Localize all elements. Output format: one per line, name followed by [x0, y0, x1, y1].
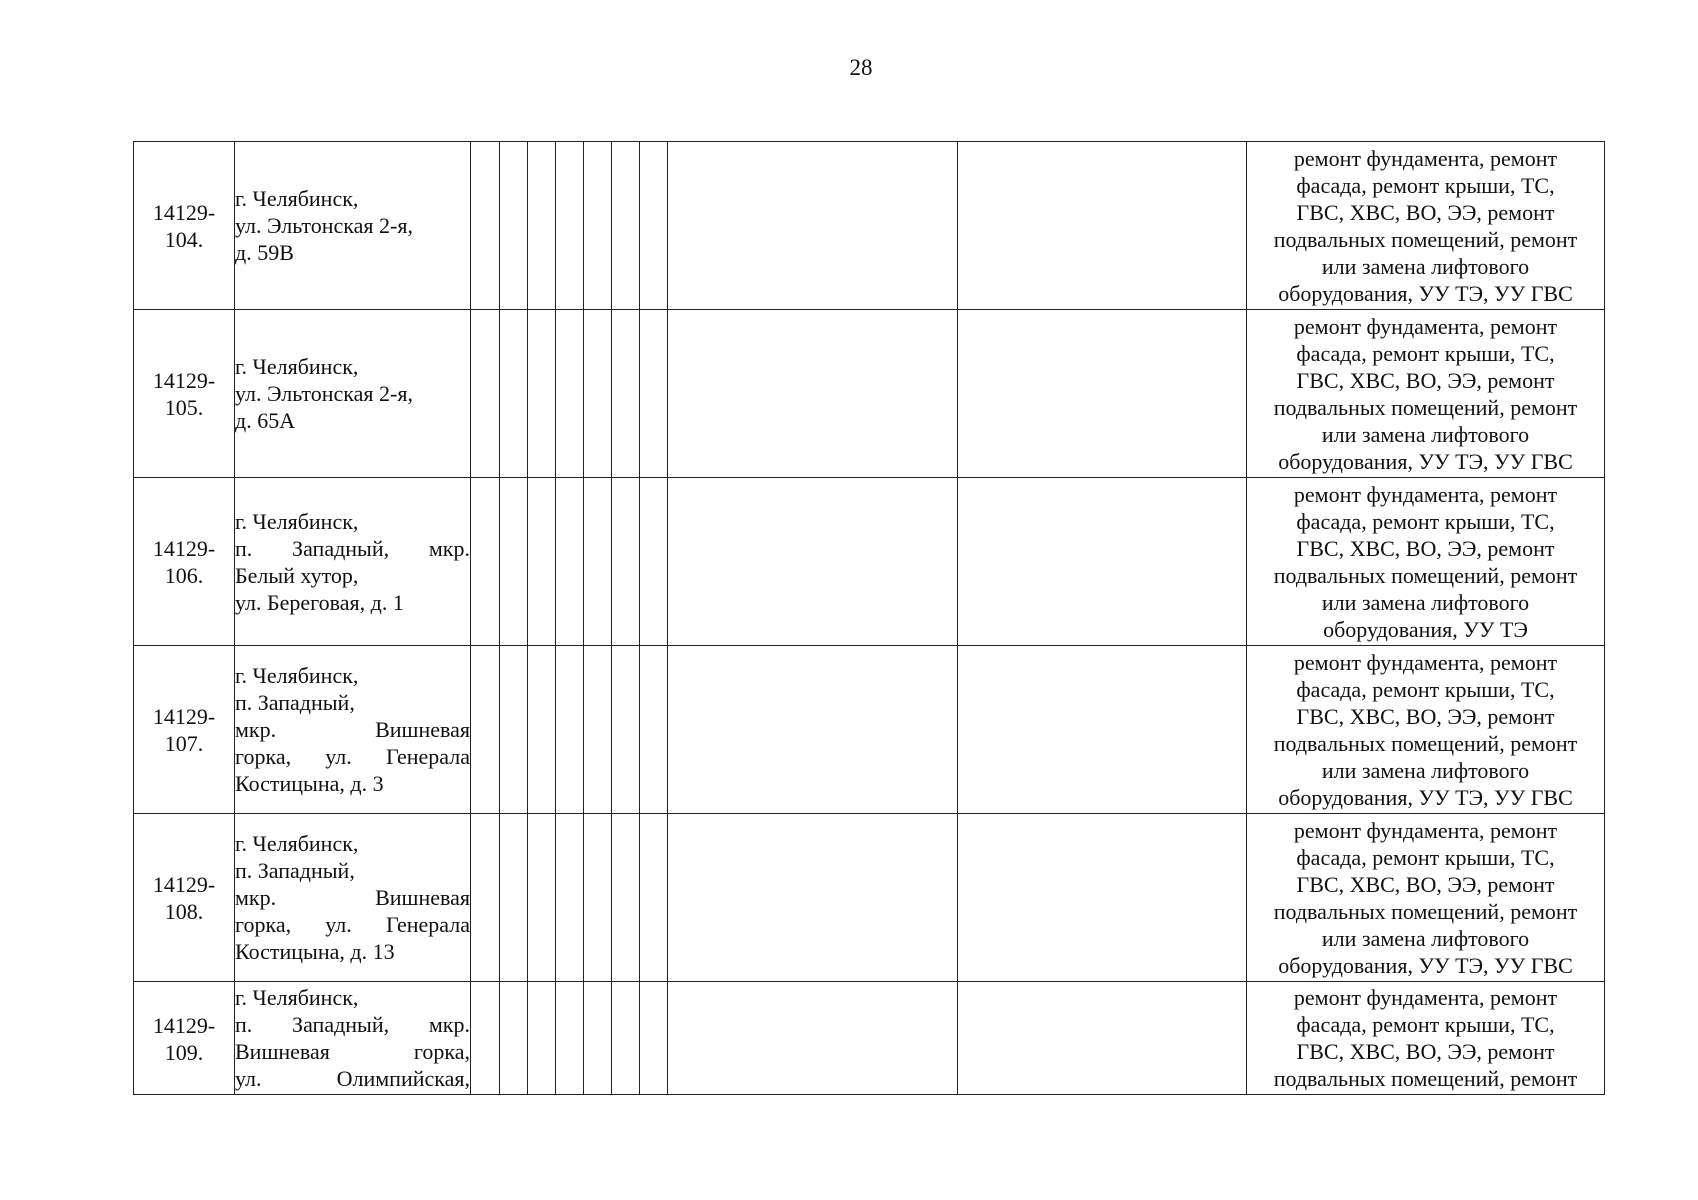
empty-cell: [612, 982, 640, 1095]
empty-cell: [500, 646, 528, 814]
empty-cell: [500, 478, 528, 646]
row-number-line: 14129-: [152, 703, 216, 729]
address-line: горка, ул. Генерала: [235, 912, 470, 937]
table-row: [134, 478, 1605, 646]
empty-cell: [556, 142, 584, 310]
row-number-line: 107.: [164, 730, 204, 756]
address-cell: [235, 478, 471, 646]
address-line: г. Челябинск,: [235, 508, 359, 534]
works-cell: [1247, 478, 1605, 646]
empty-cell: [958, 982, 1247, 1095]
empty-cell: [471, 982, 500, 1095]
row-number-line: 104.: [164, 226, 204, 252]
empty-cell: [528, 478, 556, 646]
row-number-cell: [134, 478, 235, 646]
empty-cell: [500, 310, 528, 478]
address-line: Вишневая горка,: [235, 1039, 470, 1064]
empty-cell: [612, 646, 640, 814]
address-line: п. Западный,: [235, 858, 355, 883]
empty-cell: [612, 142, 640, 310]
empty-cell: [584, 646, 612, 814]
address-line: мкр. Вишневая: [235, 885, 470, 910]
address-line: ул. Олимпийская,: [235, 1066, 470, 1091]
address-line: п. Западный, мкр.: [235, 535, 470, 561]
works-cell: [1247, 814, 1605, 982]
empty-cell: [528, 142, 556, 310]
empty-cell: [640, 814, 668, 982]
works-line: ГВС, ХВС, ВО, ЭЭ, ремонт: [1296, 1039, 1555, 1064]
row-number-line: 14129-: [152, 199, 216, 225]
row-number-line: 14129-: [152, 367, 216, 393]
works-line: ГВС, ХВС, ВО, ЭЭ, ремонт: [1296, 871, 1555, 897]
empty-cell: [612, 814, 640, 982]
works-cell: [1247, 142, 1605, 310]
empty-cell: [640, 982, 668, 1095]
empty-cell: [668, 478, 958, 646]
empty-cell: [668, 646, 958, 814]
works-line: подвальных помещений, ремонт: [1273, 898, 1578, 924]
address-line: горка, ул. Генерала: [235, 744, 470, 769]
works-line: ГВС, ХВС, ВО, ЭЭ, ремонт: [1296, 535, 1555, 561]
empty-cell: [528, 310, 556, 478]
works-line: или замена лифтового: [1321, 589, 1530, 615]
works-line: или замена лифтового: [1321, 757, 1530, 783]
works-line: фасада, ремонт крыши, ТС,: [1296, 172, 1555, 198]
works-line: ремонт фундамента, ремонт: [1293, 649, 1558, 675]
table-row: [134, 310, 1605, 478]
empty-cell: [500, 982, 528, 1095]
empty-cell: [471, 310, 500, 478]
works-line: оборудования, УУ ТЭ, УУ ГВС: [1278, 952, 1573, 978]
row-number-line: 106.: [164, 562, 204, 588]
works-line: подвальных помещений, ремонт: [1273, 226, 1578, 252]
register-table-body: [134, 142, 1605, 1095]
empty-cell: [500, 814, 528, 982]
row-number-line: 14129-: [152, 1013, 216, 1038]
works-line: фасада, ремонт крыши, ТС,: [1296, 844, 1555, 870]
works-line: или замена лифтового: [1321, 421, 1530, 447]
row-number-cell: [134, 814, 235, 982]
empty-cell: [556, 982, 584, 1095]
empty-cell: [471, 478, 500, 646]
row-number-line: 14129-: [152, 871, 216, 897]
works-line: подвальных помещений, ремонт: [1273, 394, 1578, 420]
address-line: Костицына, д. 3: [235, 771, 384, 796]
empty-cell: [584, 478, 612, 646]
row-number-cell: [134, 982, 235, 1095]
address-line: г. Челябинск,: [235, 663, 359, 688]
works-line: подвальных помещений, ремонт: [1273, 1066, 1578, 1091]
register-table: [133, 141, 1605, 1095]
address-line: д. 59В: [235, 240, 294, 265]
empty-cell: [584, 310, 612, 478]
address-cell: [235, 310, 471, 478]
works-line: подвальных помещений, ремонт: [1273, 730, 1578, 756]
empty-cell: [668, 310, 958, 478]
empty-cell: [500, 142, 528, 310]
empty-cell: [471, 142, 500, 310]
empty-cell: [471, 646, 500, 814]
empty-cell: [612, 478, 640, 646]
address-line: г. Челябинск,: [235, 186, 359, 211]
empty-cell: [471, 814, 500, 982]
works-cell: [1247, 646, 1605, 814]
empty-cell: [958, 646, 1247, 814]
empty-cell: [584, 982, 612, 1095]
empty-cell: [640, 142, 668, 310]
empty-cell: [556, 310, 584, 478]
empty-cell: [640, 478, 668, 646]
works-line: или замена лифтового: [1321, 925, 1530, 951]
address-line: п. Западный, мкр.: [235, 1012, 470, 1037]
empty-cell: [528, 814, 556, 982]
row-number-cell: [134, 310, 235, 478]
address-line: ул. Эльтонская 2-я,: [235, 213, 413, 238]
works-line: оборудования, УУ ТЭ: [1323, 616, 1528, 642]
works-line: ремонт фундамента, ремонт: [1293, 145, 1558, 171]
empty-cell: [556, 646, 584, 814]
empty-cell: [668, 982, 958, 1095]
address-line: ул. Береговая, д. 1: [235, 589, 404, 615]
table-row: [134, 142, 1605, 310]
empty-cell: [528, 982, 556, 1095]
table-row: [134, 982, 1605, 1095]
address-line: мкр. Вишневая: [235, 717, 470, 742]
row-number-line: 109.: [164, 1040, 204, 1065]
table-row: [134, 646, 1605, 814]
works-line: ремонт фундамента, ремонт: [1293, 817, 1558, 843]
works-line: оборудования, УУ ТЭ, УУ ГВС: [1278, 448, 1573, 474]
row-number-line: 14129-: [152, 535, 216, 561]
address-line: д. 65А: [235, 408, 296, 433]
works-line: ГВС, ХВС, ВО, ЭЭ, ремонт: [1296, 199, 1555, 225]
works-line: подвальных помещений, ремонт: [1273, 562, 1578, 588]
empty-cell: [584, 142, 612, 310]
empty-cell: [958, 310, 1247, 478]
table-row: [134, 814, 1605, 982]
address-line: г. Челябинск,: [235, 831, 359, 856]
works-line: оборудования, УУ ТЭ, УУ ГВС: [1278, 784, 1573, 810]
works-line: фасада, ремонт крыши, ТС,: [1296, 676, 1555, 702]
works-line: ГВС, ХВС, ВО, ЭЭ, ремонт: [1296, 367, 1555, 393]
empty-cell: [958, 814, 1247, 982]
works-cell: [1247, 982, 1605, 1095]
empty-cell: [668, 814, 958, 982]
works-line: оборудования, УУ ТЭ, УУ ГВС: [1278, 280, 1573, 306]
row-number-line: 105.: [164, 394, 204, 420]
address-cell: [235, 982, 471, 1095]
works-line: фасада, ремонт крыши, ТС,: [1296, 508, 1555, 534]
works-line: фасада, ремонт крыши, ТС,: [1296, 340, 1555, 366]
works-line: ГВС, ХВС, ВО, ЭЭ, ремонт: [1296, 703, 1555, 729]
works-line: или замена лифтового: [1321, 253, 1530, 279]
empty-cell: [584, 814, 612, 982]
address-line: ул. Эльтонская 2-я,: [235, 381, 413, 406]
address-line: Костицына, д. 13: [235, 939, 395, 964]
empty-cell: [958, 478, 1247, 646]
empty-cell: [640, 310, 668, 478]
empty-cell: [958, 142, 1247, 310]
empty-cell: [556, 478, 584, 646]
address-line: г. Челябинск,: [235, 354, 359, 379]
address-line: Белый хутор,: [235, 562, 359, 588]
row-number-line: 108.: [164, 898, 204, 924]
works-line: ремонт фундамента, ремонт: [1293, 985, 1558, 1010]
works-line: фасада, ремонт крыши, ТС,: [1296, 1012, 1555, 1037]
address-cell: [235, 814, 471, 982]
row-number-cell: [134, 142, 235, 310]
works-cell: [1247, 310, 1605, 478]
empty-cell: [668, 142, 958, 310]
works-line: ремонт фундамента, ремонт: [1293, 481, 1558, 507]
empty-cell: [612, 310, 640, 478]
address-cell: [235, 142, 471, 310]
address-line: г. Челябинск,: [235, 985, 359, 1010]
empty-cell: [640, 646, 668, 814]
address-line: п. Западный,: [235, 690, 355, 715]
row-number-cell: [134, 646, 235, 814]
page-number: 28: [849, 55, 873, 80]
works-line: ремонт фундамента, ремонт: [1293, 313, 1558, 339]
empty-cell: [556, 814, 584, 982]
empty-cell: [528, 646, 556, 814]
address-cell: [235, 646, 471, 814]
